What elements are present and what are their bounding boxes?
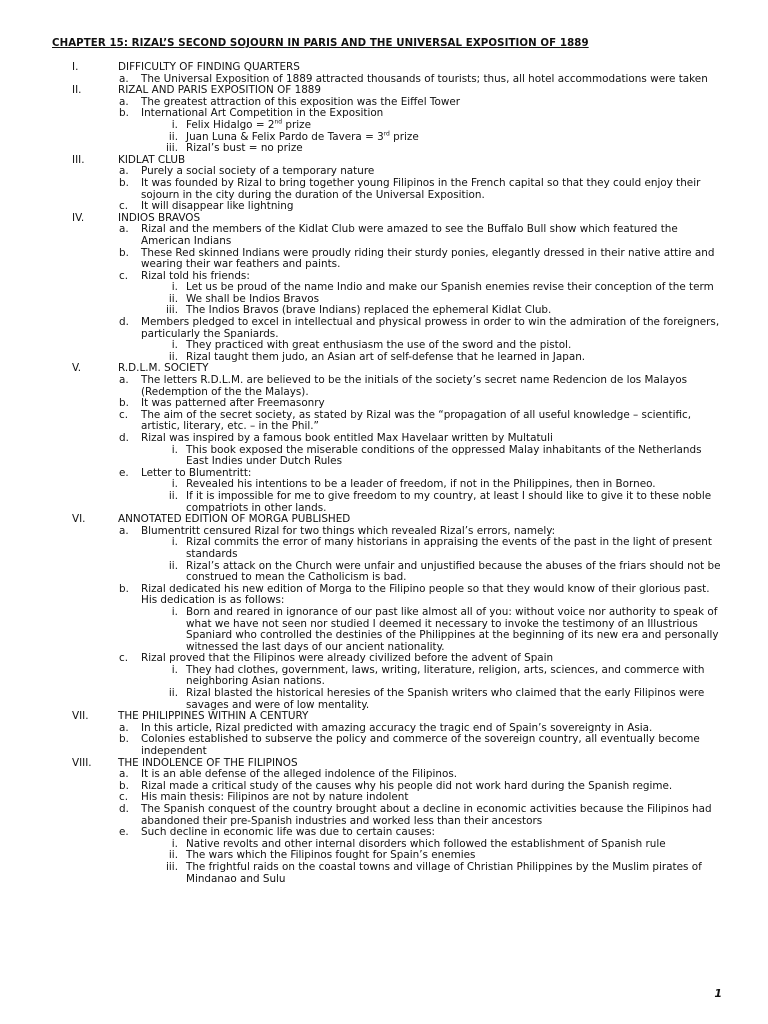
- sub-item-label: ii.: [168, 350, 178, 363]
- item-label: a.: [119, 374, 129, 387]
- sub-item-text: Rizal commits the error of many historians in appraising the events of the past in the light of present standards: [186, 536, 712, 560]
- item-text: In this article, Rizal predicted with amazing accuracy the tragic end of Spain’s sovereignty in Asia.: [141, 721, 653, 734]
- sub-item-label: ii.: [168, 489, 178, 502]
- superscript: rd: [383, 130, 390, 138]
- list-item: [0, 97, 768, 109]
- sub-item-text: This book exposed the miserable conditions of the oppressed Malay inhabitants of the Netherlands East Indies under Dutch Rules: [186, 443, 702, 468]
- item-label: d.: [119, 803, 129, 815]
- item-label: b.: [119, 733, 129, 746]
- sub-item-label: ii.: [168, 130, 178, 143]
- sub-list-item: [0, 445, 768, 468]
- sub-item-label: i.: [171, 663, 178, 676]
- list-item: [0, 734, 768, 757]
- item-label: c.: [119, 269, 129, 282]
- section-number: VII.: [72, 710, 89, 723]
- section-number: IV.: [72, 211, 85, 224]
- sub-list-item: [0, 537, 768, 560]
- section-title: THE PHILIPPINES WITHIN A CENTURY: [118, 710, 309, 723]
- item-label: b.: [119, 397, 129, 410]
- item-text: Letter to Blumentritt:: [141, 466, 252, 479]
- sub-item-text: They had clothes, government, laws, writing, literature, religion, arts, sciences, and commerce with neighboring Asian nations.: [186, 663, 705, 688]
- item-label: b.: [119, 246, 129, 259]
- item-text: Rizal told his friends:: [141, 269, 250, 282]
- list-item: [0, 178, 768, 201]
- section-title: RIZAL AND PARIS EXPOSITION OF 1889: [118, 84, 322, 97]
- item-label: c.: [119, 652, 129, 665]
- sub-item-label: i.: [171, 536, 178, 549]
- sub-item-text: The Indios Bravos (brave Indians) replaced the ephemeral Kidlat Club.: [186, 304, 552, 317]
- item-label: c.: [119, 791, 129, 804]
- item-text: It was patterned after Freemasonry: [141, 397, 325, 410]
- item-text: His main thesis: Filipinos are not by nature indolent: [141, 791, 409, 804]
- item-text: International Art Competition in the Exposition: [141, 107, 384, 120]
- sub-item-text: Rizal taught them judo, an Asian art of self-defense that he learned in Japan.: [186, 350, 586, 363]
- item-label: a.: [119, 95, 129, 108]
- list-item: [0, 74, 768, 86]
- sub-item-label: iii.: [166, 142, 178, 155]
- list-item: [0, 224, 768, 247]
- item-label: b.: [119, 176, 129, 189]
- list-item: [0, 201, 768, 213]
- sub-list-item: [0, 665, 768, 688]
- item-text: Colonies established to subserve the policy and commerce of the sovereign country, all eventually become independent: [141, 733, 700, 758]
- sub-list-item: [0, 607, 768, 653]
- item-text: Members pledged to excel in intellectual and physical prowess in order to win the admiration of the foreigners, particularly the Spaniards.: [141, 316, 720, 340]
- item-label: a.: [119, 223, 129, 236]
- item-text: These Red skinned Indians were proudly riding their sturdy ponies, elegantly dressed in their native attire and wearing their war feathers and paints.: [141, 246, 715, 271]
- sub-item-label: iii.: [166, 860, 178, 873]
- item-text: Rizal dedicated his new edition of Morga to the Filipino people so that they would know of their glorious past. His dedication is as follows:: [141, 582, 710, 607]
- item-text: The letters R.D.L.M. are believed to be the initials of the society’s secret name Redencion de los Malayos (Redemption of the the Malays).: [141, 374, 688, 398]
- item-text: The aim of the secret society, as stated by Rizal was the “propagation of all useful knowledge – scientific, artistic, literary, etc. – in the Phil.”: [141, 408, 692, 433]
- item-text: It will disappear like lightning: [141, 200, 294, 213]
- section-title: KIDLAT CLUB: [118, 153, 186, 166]
- item-label: d.: [119, 432, 129, 444]
- section-number: I.: [72, 61, 79, 73]
- item-text: Blumentritt censured Rizal for two things which revealed Rizal’s errors, namely:: [141, 524, 556, 537]
- section-title: THE INDOLENCE OF THE FILIPINOS: [118, 756, 298, 769]
- sub-list-item: [0, 132, 768, 144]
- item-label: b.: [119, 107, 129, 120]
- section-title: ANNOTATED EDITION OF MORGA PUBLISHED: [118, 513, 351, 526]
- sub-item-label: i.: [171, 281, 178, 294]
- item-label: a.: [119, 72, 129, 85]
- sub-item-label: i.: [171, 443, 178, 456]
- item-label: a.: [119, 721, 129, 734]
- sub-item-label: i.: [171, 837, 178, 850]
- item-text: The greatest attraction of this exposition was the Eiffel Tower: [141, 95, 460, 108]
- sub-item-text: Rizal’s bust = no prize: [186, 142, 303, 155]
- sub-item-label: ii.: [168, 687, 178, 700]
- sub-list-item: [0, 282, 768, 294]
- item-text: Rizal proved that the Filipinos were already civilized before the advent of Spain: [141, 652, 554, 665]
- list-item: [0, 410, 768, 433]
- sub-item-text: Born and reared in ignorance of our past like almost all of you: without voice nor authority to speak of what we have not seen nor studied I deemed it necessary to invoke the testimony of an Illustrious Spaniard who controlled the destinies of the Philippines at the beginning of its new era and personally witnessed the last days of our ancient nationality.: [186, 605, 719, 653]
- sub-list-item: [0, 143, 768, 155]
- item-text: Such decline in economic life was due to certain causes:: [141, 826, 436, 839]
- sub-item-text: Rizal’s attack on the Church were unfair and unjustified because the abuses of the friars should not be construed to mean the Catholicism is bad.: [186, 559, 721, 584]
- list-item: [0, 804, 768, 827]
- sub-item-text: They practiced with great enthusiasm the use of the sword and the pistol.: [186, 339, 572, 352]
- sub-item-text: The wars which the Filipinos fought for Spain’s enemies: [186, 849, 476, 862]
- section-number: VI.: [72, 513, 86, 526]
- page-number: 1: [714, 987, 722, 1000]
- section-number: V.: [72, 362, 82, 375]
- section-title: R.D.L.M. SOCIETY: [118, 362, 209, 375]
- superscript: nd: [274, 118, 283, 126]
- item-label: d.: [119, 316, 129, 329]
- chapter-title: CHAPTER 15: RIZAL’S SECOND SOJOURN IN PARIS AND THE UNIVERSAL EXPOSITION OF 1889: [52, 38, 589, 49]
- sub-item-label: ii.: [168, 559, 178, 572]
- sub-item-text: Let us be proud of the name Indio and make our Spanish enemies revise their conception of the term: [186, 281, 714, 294]
- sub-item-text: We shall be Indios Bravos: [186, 292, 319, 305]
- sub-item-label: ii.: [168, 849, 178, 862]
- list-item: [0, 317, 768, 340]
- outline: [0, 62, 768, 885]
- sub-item-label: i.: [171, 605, 178, 618]
- sub-list-item: [0, 561, 768, 584]
- section-heading: [0, 155, 768, 167]
- item-label: c.: [119, 200, 129, 213]
- item-label: b.: [119, 779, 129, 792]
- sub-item-label: iii.: [166, 304, 178, 317]
- sub-item-label: i.: [171, 339, 178, 352]
- item-label: a.: [119, 165, 129, 178]
- item-text: It was founded by Rizal to bring together young Filipinos in the French capital so that they could enjoy their sojourn in the city during the duration of the Universal Exposition.: [141, 176, 701, 201]
- item-text: Rizal made a critical study of the causes why his people did not work hard during the Spanish regime.: [141, 779, 673, 792]
- sub-item-text: The frightful raids on the coastal towns and village of Christian Philippines by the Muslim pirates of Mindanao and Sulu: [186, 860, 702, 885]
- item-text: The Universal Exposition of 1889 attracted thousands of tourists; thus, all hotel accommodations were taken: [141, 72, 708, 85]
- item-text: Rizal was inspired by a famous book entitled Max Havelaar written by Multatuli: [141, 432, 553, 444]
- item-text: Rizal and the members of the Kidlat Club were amazed to see the Buffalo Bull show which featured the American Indians: [141, 223, 678, 247]
- item-text: The Spanish conquest of the country brought about a decline in economic activities because the Filipinos had abandoned their pre-Spanish industries and worked less than their ancestors: [141, 803, 712, 827]
- sub-list-item: [0, 491, 768, 514]
- item-text: Purely a social society of a temporary nature: [141, 165, 375, 178]
- sub-list-item: [0, 862, 768, 885]
- sub-item-label: i.: [171, 478, 178, 491]
- section-title: INDIOS BRAVOS: [118, 211, 201, 224]
- sub-item-text: Rizal blasted the historical heresies of the Spanish writers who claimed that the early Filipinos were savages and were of low mentality.: [186, 687, 705, 711]
- sub-list-item: [0, 352, 768, 364]
- sub-item-text: Native revolts and other internal disorders which followed the establishment of Spanish rule: [186, 837, 666, 850]
- item-text: It is an able defense of the alleged indolence of the Filipinos.: [141, 768, 458, 781]
- item-label: a.: [119, 768, 129, 781]
- item-label: a.: [119, 524, 129, 537]
- list-item: [0, 108, 768, 120]
- list-item: [0, 248, 768, 271]
- item-label: b.: [119, 582, 129, 595]
- section-number: II.: [72, 84, 82, 97]
- sub-list-item: [0, 688, 768, 711]
- item-label: c.: [119, 408, 129, 421]
- section-title: DIFFICULTY OF FINDING QUARTERS: [118, 61, 300, 73]
- sub-item-label: i.: [171, 118, 178, 131]
- item-label: e.: [119, 826, 129, 839]
- list-item: [0, 375, 768, 398]
- sub-item-text: If it is impossible for me to give freedom to my country, at least I should like to give it to these noble compatriots in other lands.: [186, 489, 712, 514]
- item-label: e.: [119, 466, 129, 479]
- list-item: [0, 584, 768, 607]
- sub-item-text: Juan Luna & Felix Pardo de Tavera = 3rd prize: [186, 130, 419, 143]
- section-number: VIII.: [72, 756, 92, 769]
- sub-item-text: Felix Hidalgo = 2nd prize: [186, 118, 311, 131]
- sub-item-label: ii.: [168, 292, 178, 305]
- sub-item-text: Revealed his intentions to be a leader of freedom, if not in the Philippines, then in Borneo.: [186, 478, 656, 491]
- section-number: III.: [72, 153, 85, 166]
